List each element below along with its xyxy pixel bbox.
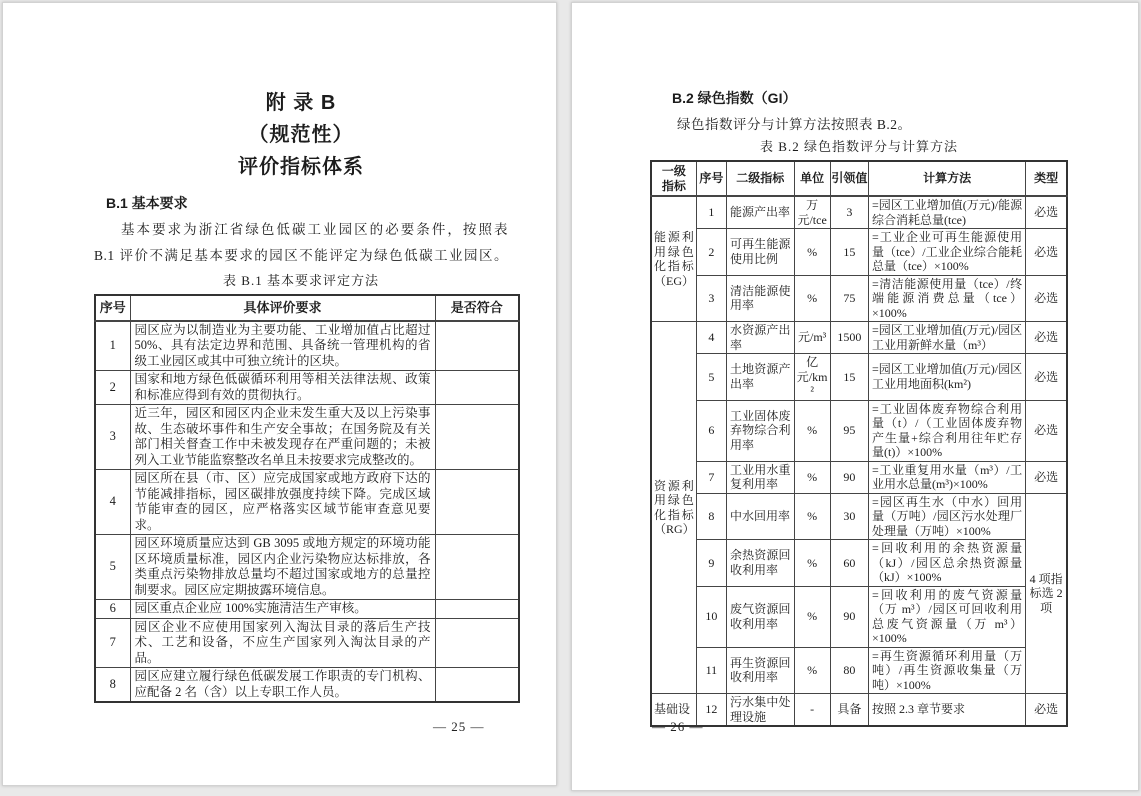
indicator-cell: 清洁能源使用率	[727, 275, 794, 322]
unit-cell: %	[794, 586, 830, 647]
seq-cell: 10	[696, 586, 726, 647]
section-b2-paragraph: 绿色指数评分与计算方法按照表 B.2。	[677, 117, 912, 132]
table-b1	[94, 294, 520, 703]
requirement-cell: 近三年，园区和园区内企业未发生重大及以上污染事故、生态破坏事件和生产安全事故；在国务院及有关部门相关督查工作中未被发现存在严重问题的；未被列入工业节能监察整改名单且未按要求完成整改的。	[130, 405, 435, 470]
seq-cell: 7	[696, 461, 726, 493]
table-b1-header-row	[95, 295, 519, 321]
table-b2	[650, 160, 1068, 727]
requirement-cell: 园区企业不应使用国家列入淘汰目录的落后生产技术、工艺和设备，不应生产国家列入淘汰目录的产品。	[130, 618, 435, 668]
method-cell: =园区工业增加值(万元)/园区工业用地面积(km²)	[869, 354, 1026, 401]
appendix-title-line-3: 评价指标体系	[238, 156, 364, 178]
table-row	[651, 322, 1067, 354]
table-row	[651, 229, 1067, 276]
seq-cell: 7	[95, 618, 130, 668]
method-cell: =再生资源循环利用量（万吨）/再生资源收集量（万吨）×100%	[869, 647, 1026, 694]
unit-cell: %	[794, 461, 830, 493]
page-left	[2, 2, 557, 786]
type-cell: 必选	[1026, 400, 1067, 461]
value-cell: 30	[830, 493, 868, 540]
compliance-cell	[435, 371, 519, 405]
method-cell: =回收利用的废气资源量（万 m³）/园区可回收利用总废气资源量（万 m³）×100%	[869, 586, 1026, 647]
table-row	[651, 461, 1067, 493]
table-row	[95, 618, 519, 668]
table-row	[95, 600, 519, 619]
indicator-cell: 可再生能源使用比例	[727, 229, 794, 276]
type-cell: 必选	[1026, 694, 1067, 727]
table-row	[651, 540, 1067, 587]
table-row	[95, 535, 519, 600]
type-cell: 必选	[1026, 322, 1067, 354]
header-seq: 序号	[696, 161, 726, 196]
compliance-cell	[435, 470, 519, 535]
requirement-cell: 国家和地方绿色低碳循环利用等相关法律法规、政策和标准应得到有效的贯彻执行。	[130, 371, 435, 405]
requirement-cell: 园区应为以制造业为主要功能、工业增加值占比超过 50%、具有法定边界和范围、具备统一管理机构的省级工业园区或其中可独立统计的区块。	[130, 321, 435, 371]
value-cell: 80	[830, 647, 868, 694]
indicator-cell: 工业固体废弃物综合利用率	[727, 400, 794, 461]
indicator-cell: 中水回用率	[727, 493, 794, 540]
header-seq: 序号	[95, 295, 130, 321]
type-cell: 必选	[1026, 229, 1067, 276]
table-row	[651, 586, 1067, 647]
table-row	[651, 694, 1067, 727]
method-cell: =工业企业可再生能源使用量（tce）/工业企业综合能耗总量（tce）×100%	[869, 229, 1026, 276]
compliance-cell	[435, 618, 519, 668]
value-cell: 90	[830, 461, 868, 493]
compliance-cell	[435, 321, 519, 371]
table-b2-header-row	[651, 161, 1067, 196]
seq-cell: 2	[95, 371, 130, 405]
seq-cell: 5	[95, 535, 130, 600]
requirement-cell: 园区应建立履行绿色低碳发展工作职责的专门机构、应配备 2 名（含）以上专职工作人员。	[130, 668, 435, 703]
indicator-cell: 再生资源回收利用率	[727, 647, 794, 694]
appendix-title-line-1: 附 录 B	[265, 92, 337, 114]
table-row	[651, 196, 1067, 229]
unit-cell: %	[794, 647, 830, 694]
seq-cell: 11	[696, 647, 726, 694]
table-row	[95, 470, 519, 535]
method-cell: =工业重复用水量（m³）/工业用水总量(m³)×100%	[869, 461, 1026, 493]
indicator-cell: 工业用水重复利用率	[727, 461, 794, 493]
seq-cell: 1	[696, 196, 726, 229]
indicator-cell: 污水集中处理设施	[727, 694, 794, 727]
header-type: 类型	[1026, 161, 1067, 196]
seq-cell: 4	[95, 470, 130, 535]
seq-cell: 5	[696, 354, 726, 401]
requirement-cell: 园区重点企业应 100%实施清洁生产审核。	[130, 600, 435, 619]
value-cell: 15	[830, 354, 868, 401]
type-cell: 必选	[1026, 354, 1067, 401]
header-target-value: 引领值	[830, 161, 868, 196]
unit-cell: %	[794, 400, 830, 461]
method-cell: =园区工业增加值(万元)/能源综合消耗总量(tce)	[869, 196, 1026, 229]
seq-cell: 4	[696, 322, 726, 354]
indicator-cell: 水资源产出率	[727, 322, 794, 354]
seq-cell: 2	[696, 229, 726, 276]
compliance-cell	[435, 405, 519, 470]
type-cell: 必选	[1026, 275, 1067, 322]
table-row	[651, 493, 1067, 540]
header-unit: 单位	[794, 161, 830, 196]
compliance-cell	[435, 668, 519, 703]
paragraph-line: B.1 评价不满足基本要求的园区不能评定为绿色低碳工业园区。	[94, 248, 508, 263]
table-row	[95, 321, 519, 371]
table-row	[651, 647, 1067, 694]
seq-cell: 8	[95, 668, 130, 703]
requirement-cell: 园区环境质量应达到 GB 3095 或地方规定的环境功能区环境质量标准，园区内企业污染物应达标排放，各类重点污染物排放总量均不超过国家或地方的总量控制要求。园区应定期披露环境信息。	[130, 535, 435, 600]
table-row	[651, 275, 1067, 322]
value-cell: 75	[830, 275, 868, 322]
method-cell: =清洁能源使用量（tce）/终端能源消费总量（tce）×100%	[869, 275, 1026, 322]
header-level2-indicator: 二级指标	[727, 161, 794, 196]
seq-cell: 9	[696, 540, 726, 587]
section-b2-heading: B.2 绿色指数（GI）	[672, 90, 797, 106]
unit-cell: 元/m³	[794, 322, 830, 354]
type-cell: 必选	[1026, 196, 1067, 229]
unit-cell: 亿元/km²	[794, 354, 830, 401]
page-right	[571, 2, 1139, 791]
table-row	[651, 400, 1067, 461]
method-cell: 按照 2.3 章节要求	[869, 694, 1026, 727]
seq-cell: 3	[95, 405, 130, 470]
type-cell: 必选	[1026, 461, 1067, 493]
header-compliance: 是否符合	[435, 295, 519, 321]
method-cell: =工业固体废弃物综合利用量（t）/（工业固体废弃物产生量+综合利用往年贮存量(t)）×100%	[869, 400, 1026, 461]
page-right-content	[650, 89, 1068, 727]
value-cell: 15	[830, 229, 868, 276]
seq-cell: 6	[696, 400, 726, 461]
section-b1-heading: B.1 基本要求	[106, 195, 188, 211]
requirement-cell: 园区所在县（市、区）应完成国家或地方政府下达的节能减排指标，园区碳排放强度持续下降。完成区域节能审查的园区，应严格落实区域节能审查意见要求。	[130, 470, 435, 535]
unit-cell: 万元/tce	[794, 196, 830, 229]
page-number: — 25 —	[433, 719, 485, 734]
group-cell-eg: 能源利用绿色化指标（EG）	[651, 196, 696, 322]
group-cell-rg: 资源利用绿色化指标（RG）	[651, 322, 696, 694]
type-cell-choose2: 4 项指标选 2 项	[1026, 493, 1067, 694]
table-b1-caption: 表 B.1 基本要求评定方法	[223, 273, 379, 288]
indicator-cell: 土地资源产出率	[727, 354, 794, 401]
indicator-cell: 能源产出率	[727, 196, 794, 229]
page-left-content	[94, 87, 508, 703]
header-calc-method: 计算方法	[869, 161, 1026, 196]
header-requirement: 具体评价要求	[130, 295, 435, 321]
indicator-cell: 废气资源回收利用率	[727, 586, 794, 647]
section-b1-paragraph	[94, 217, 508, 269]
seq-cell: 3	[696, 275, 726, 322]
appendix-title	[94, 87, 508, 183]
method-cell: =园区再生水（中水）回用量（万吨）/园区污水处理厂处理量（万吨）×100%	[869, 493, 1026, 540]
seq-cell: 12	[696, 694, 726, 727]
indicator-cell: 余热资源回收利用率	[727, 540, 794, 587]
compliance-cell	[435, 600, 519, 619]
table-row	[95, 668, 519, 703]
group-cell-infra: 基础设	[651, 694, 696, 727]
unit-cell: %	[794, 540, 830, 587]
value-cell: 90	[830, 586, 868, 647]
value-cell: 60	[830, 540, 868, 587]
unit-cell: -	[794, 694, 830, 727]
paragraph-line: 基本要求为浙江省绿色低碳工业园区的必要条件，按照表	[121, 222, 508, 237]
value-cell: 95	[830, 400, 868, 461]
header-level1-indicator: 一级 指标	[651, 161, 696, 196]
appendix-title-line-2: （规范性）	[248, 124, 354, 146]
seq-cell: 8	[696, 493, 726, 540]
value-cell: 具备	[830, 694, 868, 727]
table-b2-caption: 表 B.2 绿色指数评分与计算方法	[760, 139, 958, 154]
unit-cell: %	[794, 229, 830, 276]
unit-cell: %	[794, 275, 830, 322]
page-number: — 26 —	[652, 719, 704, 734]
value-cell: 3	[830, 196, 868, 229]
compliance-cell	[435, 535, 519, 600]
method-cell: =回收利用的余热资源量（kJ）/园区总余热资源量（kJ）×100%	[869, 540, 1026, 587]
method-cell: =园区工业增加值(万元)/园区工业用新鲜水量（m³）	[869, 322, 1026, 354]
table-row	[95, 371, 519, 405]
unit-cell: %	[794, 493, 830, 540]
seq-cell: 6	[95, 600, 130, 619]
table-row	[95, 405, 519, 470]
value-cell: 1500	[830, 322, 868, 354]
seq-cell: 1	[95, 321, 130, 371]
table-row	[651, 354, 1067, 401]
